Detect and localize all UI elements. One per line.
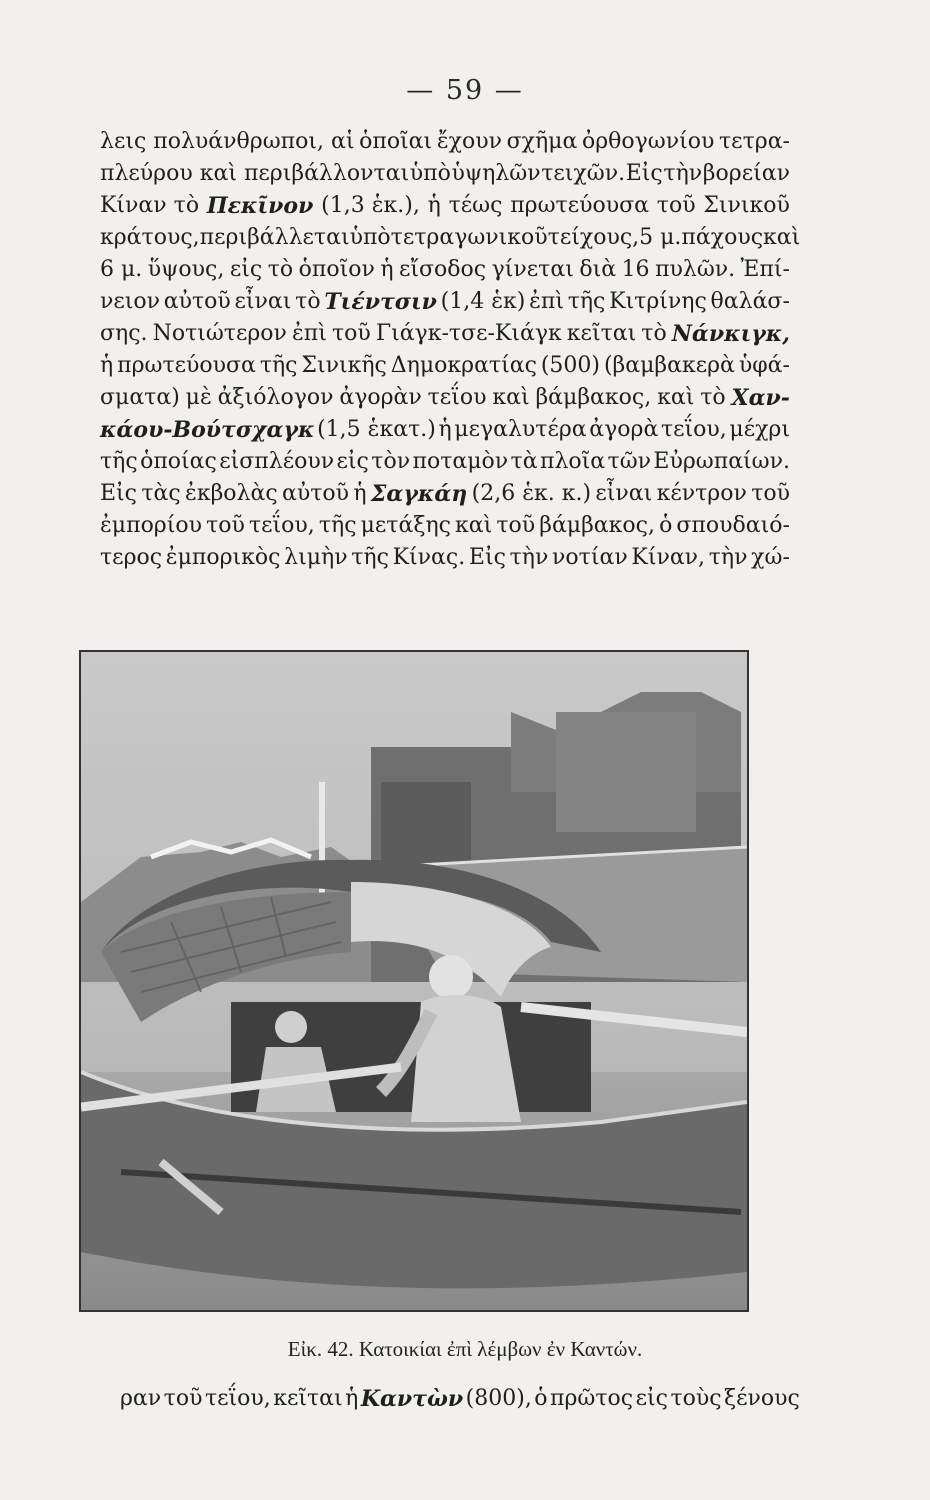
text-word: ὀρθογωνίου [581, 129, 715, 154]
text-word: ὁποίας [140, 449, 217, 474]
text-word: τὸ [295, 289, 321, 314]
text-word: τοῦ [656, 193, 696, 218]
text-word: καὶ [492, 385, 530, 410]
text-word: (500) [540, 353, 601, 378]
text-word: τειχῶν. [541, 161, 626, 186]
text-word: Ἐπί- [740, 257, 790, 282]
text-word: ὁ [534, 1386, 548, 1411]
text-word: νειον [100, 289, 161, 314]
text-word: βορείαν [702, 161, 790, 186]
text-word: τοῦ [496, 513, 536, 538]
text-word: χώ- [751, 545, 790, 570]
text-line [100, 510, 790, 542]
text-word: ἐπὶ [529, 289, 564, 314]
text-word: τὸν [371, 449, 411, 474]
text-word: λεις πολυάνθρωποι, αἱ [100, 129, 355, 154]
text-word: τὰ [510, 449, 538, 474]
text-word: Νοτιώτερον [152, 321, 287, 346]
text-word: πλεύρου καὶ περιβάλλονται [100, 161, 410, 186]
text-word: εἴσοδος [399, 257, 487, 282]
text-word: τερος [100, 545, 163, 570]
text-word: σης. [100, 321, 148, 346]
text-line [100, 318, 790, 350]
text-word: Τιέντσιν [324, 289, 437, 315]
text-word: καὶ [657, 385, 695, 410]
text-word: περιβάλλεται [199, 225, 350, 250]
text-word: 16 [621, 257, 650, 282]
text-word: ἡ [353, 481, 367, 506]
text-line [100, 350, 790, 382]
text-word: ὁποῖαι [359, 129, 433, 154]
text-word: εἰσπλέουν [219, 449, 335, 474]
text-word: τετρα- [719, 129, 790, 154]
photograph-houseboats-canton [79, 650, 749, 1312]
text-word: ὑψηλῶν [451, 161, 541, 186]
text-word: κράτους, [100, 225, 200, 250]
body-text [100, 126, 801, 574]
text-word: Κιτρίνης [609, 289, 707, 314]
text-word: ἡ [100, 353, 114, 378]
text-word: τεΐου, [248, 513, 315, 538]
text-word: ἡ [380, 257, 394, 282]
final-text-line [120, 1382, 800, 1416]
text-line [100, 286, 790, 318]
photo-illustration [81, 652, 747, 1310]
text-word: τετραγωνικοῦ [390, 225, 548, 250]
text-line [100, 190, 790, 222]
text-word: Κίνας. [392, 545, 466, 570]
text-word: τεΐου, [204, 1386, 271, 1411]
text-word: 5 μ. [639, 225, 682, 250]
text-word: πρωτεύουσα [117, 353, 256, 378]
text-line [100, 126, 790, 158]
text-word: Κίναν, [631, 545, 706, 570]
text-word: ἀγορὰ [589, 417, 659, 442]
text-word: λιμὴν [284, 545, 348, 570]
text-word: τὸ [267, 257, 294, 282]
text-word: ὕψους, [147, 257, 225, 282]
text-word: κέντρον [656, 481, 747, 506]
text-line [100, 414, 790, 446]
text-word: πλοῖα [539, 449, 606, 474]
text-word: ραν [120, 1386, 162, 1411]
text-word: μὲ [185, 385, 212, 410]
text-word: ξένους [724, 1386, 800, 1411]
text-word: ὁποῖον [298, 257, 375, 282]
text-word: ὁ [659, 513, 673, 538]
text-word: Εἰς [100, 481, 138, 506]
text-word: βάμβακος, [535, 385, 652, 410]
text-word: 6 μ. [100, 257, 143, 282]
text-word: βάμβακος, [539, 513, 655, 538]
text-word: τῆς [100, 449, 138, 474]
text-word: κάου-Βούτσχαγκ [100, 417, 315, 443]
text-line [100, 254, 790, 286]
text-word: τὸ [641, 321, 667, 346]
text-word: εἶναι [595, 481, 653, 506]
text-word: Εἰς [468, 545, 506, 570]
text-word: ἀξιόλογον [217, 385, 334, 410]
text-word: (2,6 ἑκ. κ.) [471, 481, 592, 506]
text-word: ἡ [438, 417, 452, 442]
text-word: (1,5 ἑκατ.) [317, 417, 436, 442]
text-word: τῆς [259, 353, 298, 378]
text-word: ὑφά- [738, 353, 790, 378]
text-word: ἐμπορίου [100, 513, 202, 538]
text-word: τὴν [663, 161, 703, 186]
text-word: διὰ [579, 257, 617, 282]
text-word: ὑπὸ [409, 161, 451, 186]
page-number: — 59 — [406, 75, 524, 106]
text-word: ἐπὶ [292, 321, 327, 346]
text-word: πυλῶν. [655, 257, 736, 282]
text-word: εἰς [635, 1386, 668, 1411]
text-word: ἡ [345, 1386, 359, 1411]
text-word: τοὺς [670, 1386, 722, 1411]
text-word: πρῶτος [550, 1386, 634, 1411]
text-line [100, 382, 790, 414]
text-word: τοῦ [331, 321, 371, 346]
text-line [100, 542, 790, 574]
text-word: μέχρι [729, 417, 790, 442]
text-word: τῆς [567, 289, 606, 314]
text-word: αὐτοῦ [282, 481, 350, 506]
text-word: πάχους [681, 225, 764, 250]
figure-caption: Εἰκ. 42. Κατοικίαι ἐπὶ λέμβων ἐν Καντών. [287, 1337, 643, 1361]
text-word: τεΐου [427, 385, 487, 410]
text-word: Σινικοῦ [703, 193, 790, 218]
text-word: (800), [465, 1386, 532, 1411]
text-word: ἐκβολὰς [185, 481, 278, 506]
text-word: νοτίαν [552, 545, 628, 570]
text-word: Σαγκάη [370, 481, 468, 507]
text-word: καὶ [455, 513, 493, 538]
text-word: ἡ [427, 193, 441, 218]
text-word: τὴν [708, 545, 748, 570]
text-word: θαλάσ- [710, 289, 790, 314]
text-word: τὰς [141, 481, 181, 506]
text-word: μεγαλυτέρα [454, 417, 587, 442]
text-word: σχῆμα [506, 129, 578, 154]
text-line [100, 446, 790, 478]
text-word: καὶ [763, 225, 801, 250]
text-word: σπουδαιό- [676, 513, 790, 538]
text-word: εἰς [336, 449, 369, 474]
text-word: πρωτεύουσα [510, 193, 649, 218]
text-word: τέως [448, 193, 503, 218]
text-word: τῆς [318, 513, 357, 538]
text-word: τεΐου, [660, 417, 727, 442]
text-word: σματα) [100, 385, 180, 410]
text-word: τοῦ [206, 513, 245, 538]
text-word: ὑπὸ [349, 225, 391, 250]
text-word: Εἰς [625, 161, 663, 186]
text-word: Χαν- [731, 385, 790, 411]
text-word: τῶν [607, 449, 652, 474]
text-word: (1,4 ἑκ) [440, 289, 526, 314]
text-word: Εὐρωπαίων. [653, 449, 790, 474]
text-word: ἔχουν [436, 129, 502, 154]
text-word: κεῖται [273, 1386, 343, 1411]
text-word: (βαμβακερὰ [603, 353, 735, 378]
text-word: Καντὼν [360, 1386, 464, 1412]
text-word: εἰς [229, 257, 263, 282]
text-word: Σινικῆς [301, 353, 387, 378]
text-line [100, 222, 801, 254]
text-word: τείχους, [547, 225, 640, 250]
text-word: εἶναι [234, 289, 292, 314]
text-word: Πεκῖνον [206, 193, 314, 219]
text-word: μετάξης [360, 513, 451, 538]
text-word: Νάνκιγκ, [671, 321, 790, 347]
text-word: ποταμὸν [412, 449, 509, 474]
text-word: γίνεται [491, 257, 574, 282]
text-word: Κίναν τὸ [100, 193, 200, 218]
text-word: τοῦ [163, 1386, 203, 1411]
text-word: Γιάγκ-τσε-Κιάγκ [375, 321, 562, 346]
text-word: τὴν [509, 545, 549, 570]
text-word: τῆς [351, 545, 389, 570]
text-line [100, 478, 790, 510]
text-line [100, 158, 790, 190]
text-word: αὐτοῦ [163, 289, 231, 314]
text-word: (1,3 ἑκ.), [321, 193, 420, 218]
text-word: τὸ [700, 385, 726, 410]
text-word: Δημοκρατίας [390, 353, 537, 378]
text-word: ἐμπορικὸς [165, 545, 281, 570]
text-word: τοῦ [751, 481, 790, 506]
text-word: κεῖται [566, 321, 637, 346]
text-word: ἀγορὰν [339, 385, 422, 410]
